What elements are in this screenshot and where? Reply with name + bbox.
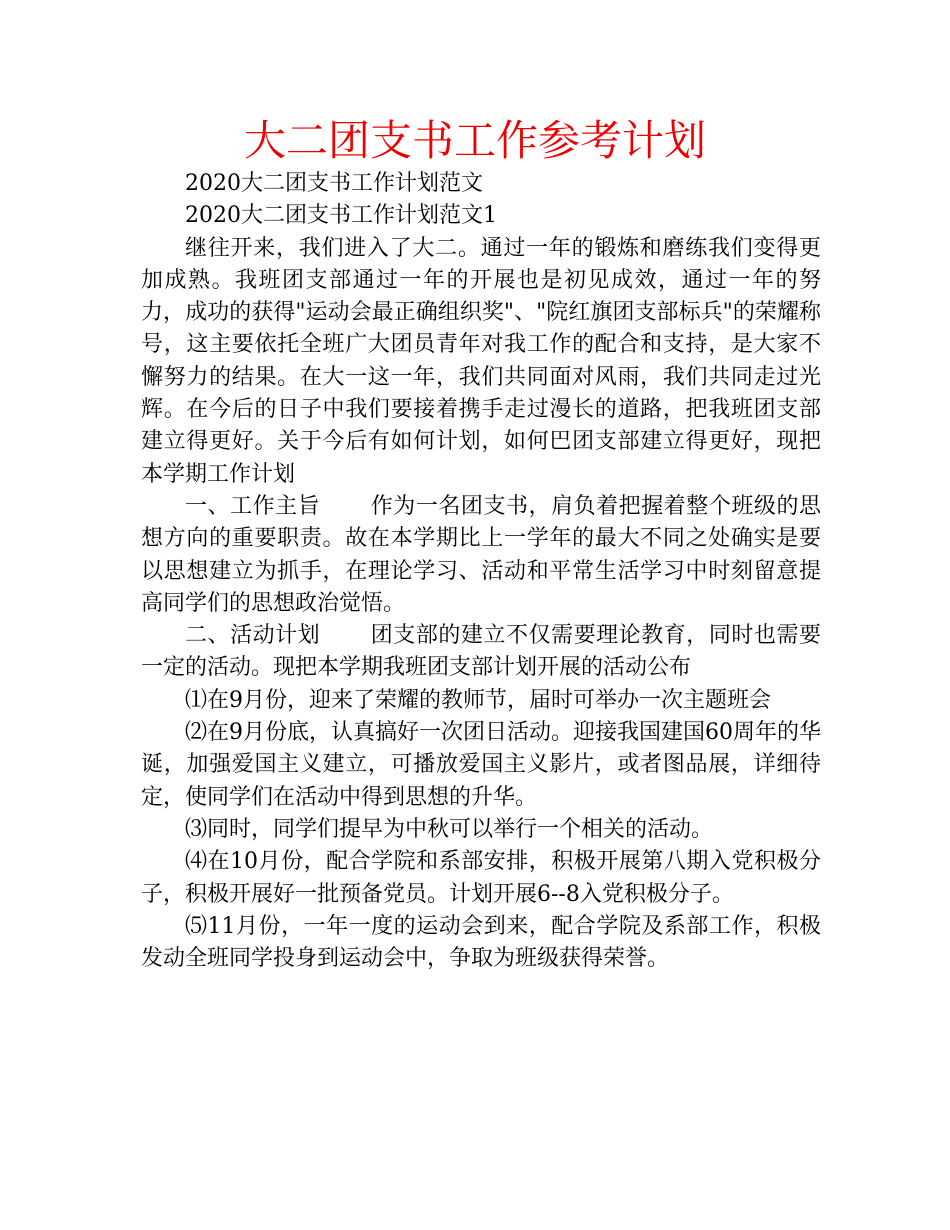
list-item: ⑷在10月份，配合学院和系部安排，积极开展第八期入党积极分子，积极开展好一批预备党员。计划开展6--8入党积极分子。 (141, 849, 821, 907)
document-title: 大二团支书工作参考计划 (243, 116, 706, 165)
section-text: 作为一名团支书，肩负着把握着整个班级的思想方向的重要职责。故在本学期比上一学年的最大不同之处确实是要以思想建立为抓手，在理论学习、活动和平常生活学习中时刻留意提高同学们的思想政治觉悟。 (141, 493, 821, 616)
section-activity-plan (141, 620, 821, 685)
section-work-purpose (141, 491, 821, 620)
section-heading: 二、活动计划 (185, 623, 321, 649)
list-item: ⑸11月份，一年一度的运动会到来，配合学院及系部工作，积极发动全班同学投身到运动会中，争取为班级获得荣誉。 (141, 913, 821, 972)
section-heading: 一、工作主旨 (185, 493, 321, 519)
list-item: ⑴在9月份，迎来了荣耀的教师节，届时可举办一次主题班会 (185, 687, 771, 713)
list-item: ⑵在9月份底，认真搞好一次团日活动。迎接我国建国60周年的华诞，加强爱国主义建立，可播放爱国主义影片，或者图品展，详细待定，使同学们在活动中得到思想的升华。 (141, 720, 821, 810)
paragraph-intro: 继往开来，我们进入了大二。通过一年的锻炼和磨练我们变得更加成熟。我班团支部通过一年的开展也是初见成效，通过一年的努力，成功的获得"运动会最正确组织奖"、"院红旗团支部标兵"的荣耀称号，这主要依托全班广大团员青年对我工作的配合和支持，是大家不懈努力的结果。在大一这一年，我们共同面对风雨，我们共同走过光辉。在今后的日子中我们要接着携手走过漫长的道路，把我班团支部建立得更好。关于今后有如何计划，如何巴团支部建立得更好，现把本学期工作计划 (141, 235, 821, 487)
paragraph-subtitle-1: 2020大二团支书工作计划范文1 (185, 203, 497, 229)
list-item: ⑶同时，同学们提早为中秋可以举行一个相关的活动。 (185, 816, 714, 842)
paragraph-subtitle: 2020大二团支书工作计划范文 (185, 171, 483, 196)
document-body (141, 168, 821, 975)
section-text: 团支部的建立不仅需要理论教育，同时也需要一定的活动。现把本学期我班团支部计划开展的活动公布 (141, 623, 821, 681)
